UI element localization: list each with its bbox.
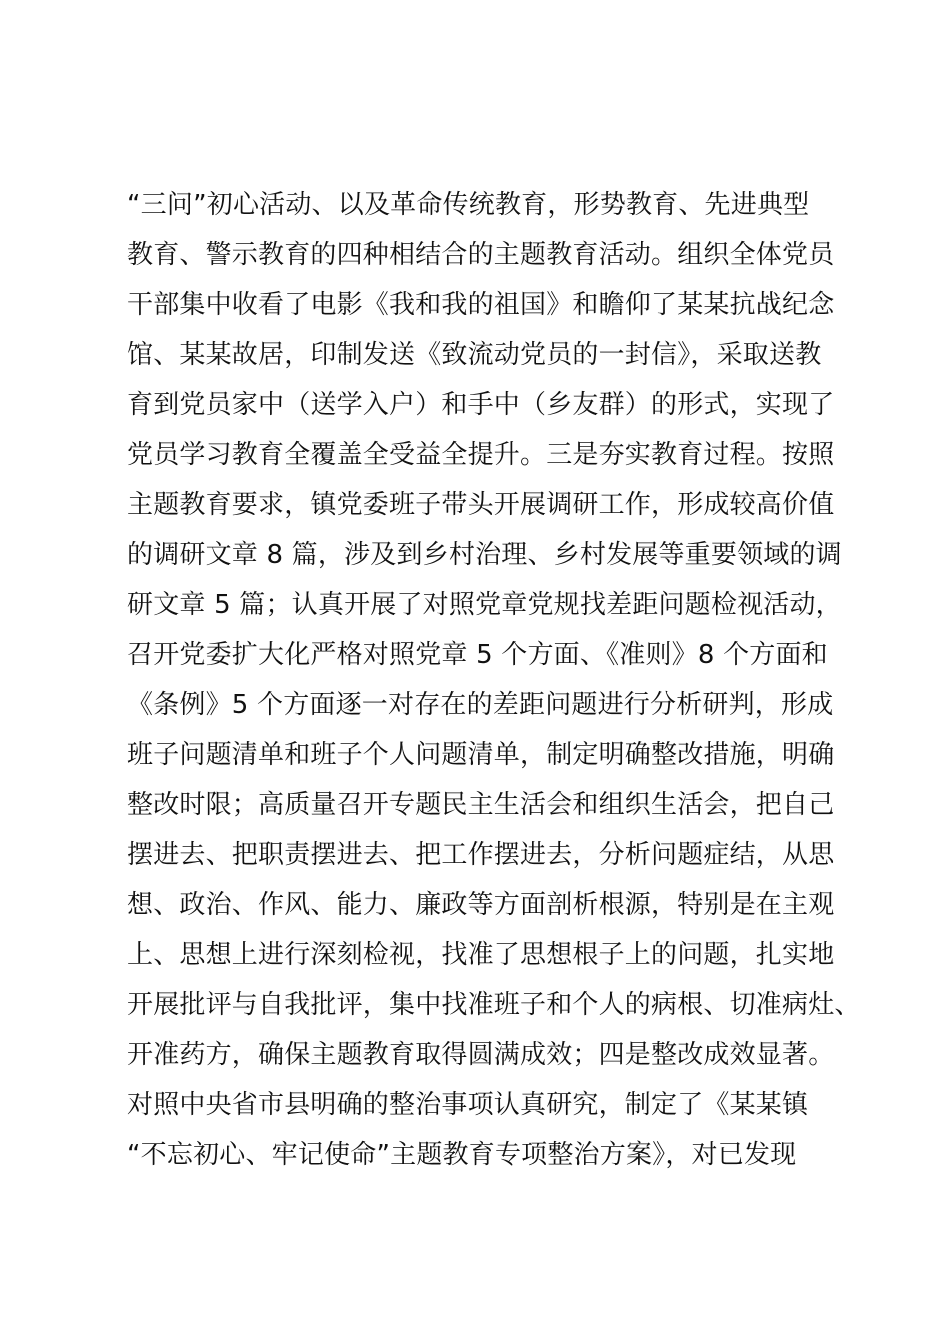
text-line: 整改时限；高质量召开专题民主生活会和组织生活会，把自己 <box>127 790 835 820</box>
text-line: 主题教育要求，镇党委班子带头开展调研工作，形成较高价值 <box>127 490 835 520</box>
text-line: 教育、警示教育的四种相结合的主题教育活动。组织全体党员 <box>127 240 835 270</box>
text-line: 对照中央省市县明确的整治事项认真研究，制定了《某某镇 <box>127 1090 809 1120</box>
text-line: 研文章 5 篇；认真开展了对照党章党规找差距问题检视活动， <box>127 590 842 620</box>
text-line: 上、思想上进行深刻检视，找准了思想根子上的问题，扎实地 <box>127 940 835 970</box>
text-line: “三问”初心活动、以及革命传统教育，形势教育、先进典型 <box>127 190 810 220</box>
text-line: 育到党员家中（送学入户）和手中（乡友群）的形式，实现了 <box>127 390 835 420</box>
text-line: 开准药方，确保主题教育取得圆满成效；四是整改成效显著。 <box>127 1040 835 1070</box>
text-line: 党员学习教育全覆盖全受益全提升。三是夯实教育过程。按照 <box>127 440 835 470</box>
text-line: 召开党委扩大化严格对照党章 5 个方面、《准则》8 个方面和 <box>127 640 828 670</box>
text-line: 《条例》5 个方面逐一对存在的差距问题进行分析研判，形成 <box>127 690 834 720</box>
text-line: 馆、某某故居，印制发送《致流动党员的一封信》，采取送教 <box>127 340 822 370</box>
text-line: 摆进去、把职责摆进去、把工作摆进去，分析问题症结，从思 <box>127 840 835 870</box>
body-paragraph <box>127 180 861 1180</box>
text-line: 想、政治、作风、能力、廉政等方面剖析根源，特别是在主观 <box>127 890 835 920</box>
text-line: 的调研文章 8 篇，涉及到乡村治理、乡村发展等重要领域的调 <box>127 540 842 570</box>
text-line: 干部集中收看了电影《我和我的祖国》和瞻仰了某某抗战纪念 <box>127 290 835 320</box>
text-line: 班子问题清单和班子个人问题清单，制定明确整改措施，明确 <box>127 740 835 770</box>
text-line: 开展批评与自我批评，集中找准班子和个人的病根、切准病灶、 <box>127 990 861 1020</box>
text-line: “不忘初心、牢记使命”主题教育专项整治方案》，对已发现 <box>127 1140 797 1170</box>
